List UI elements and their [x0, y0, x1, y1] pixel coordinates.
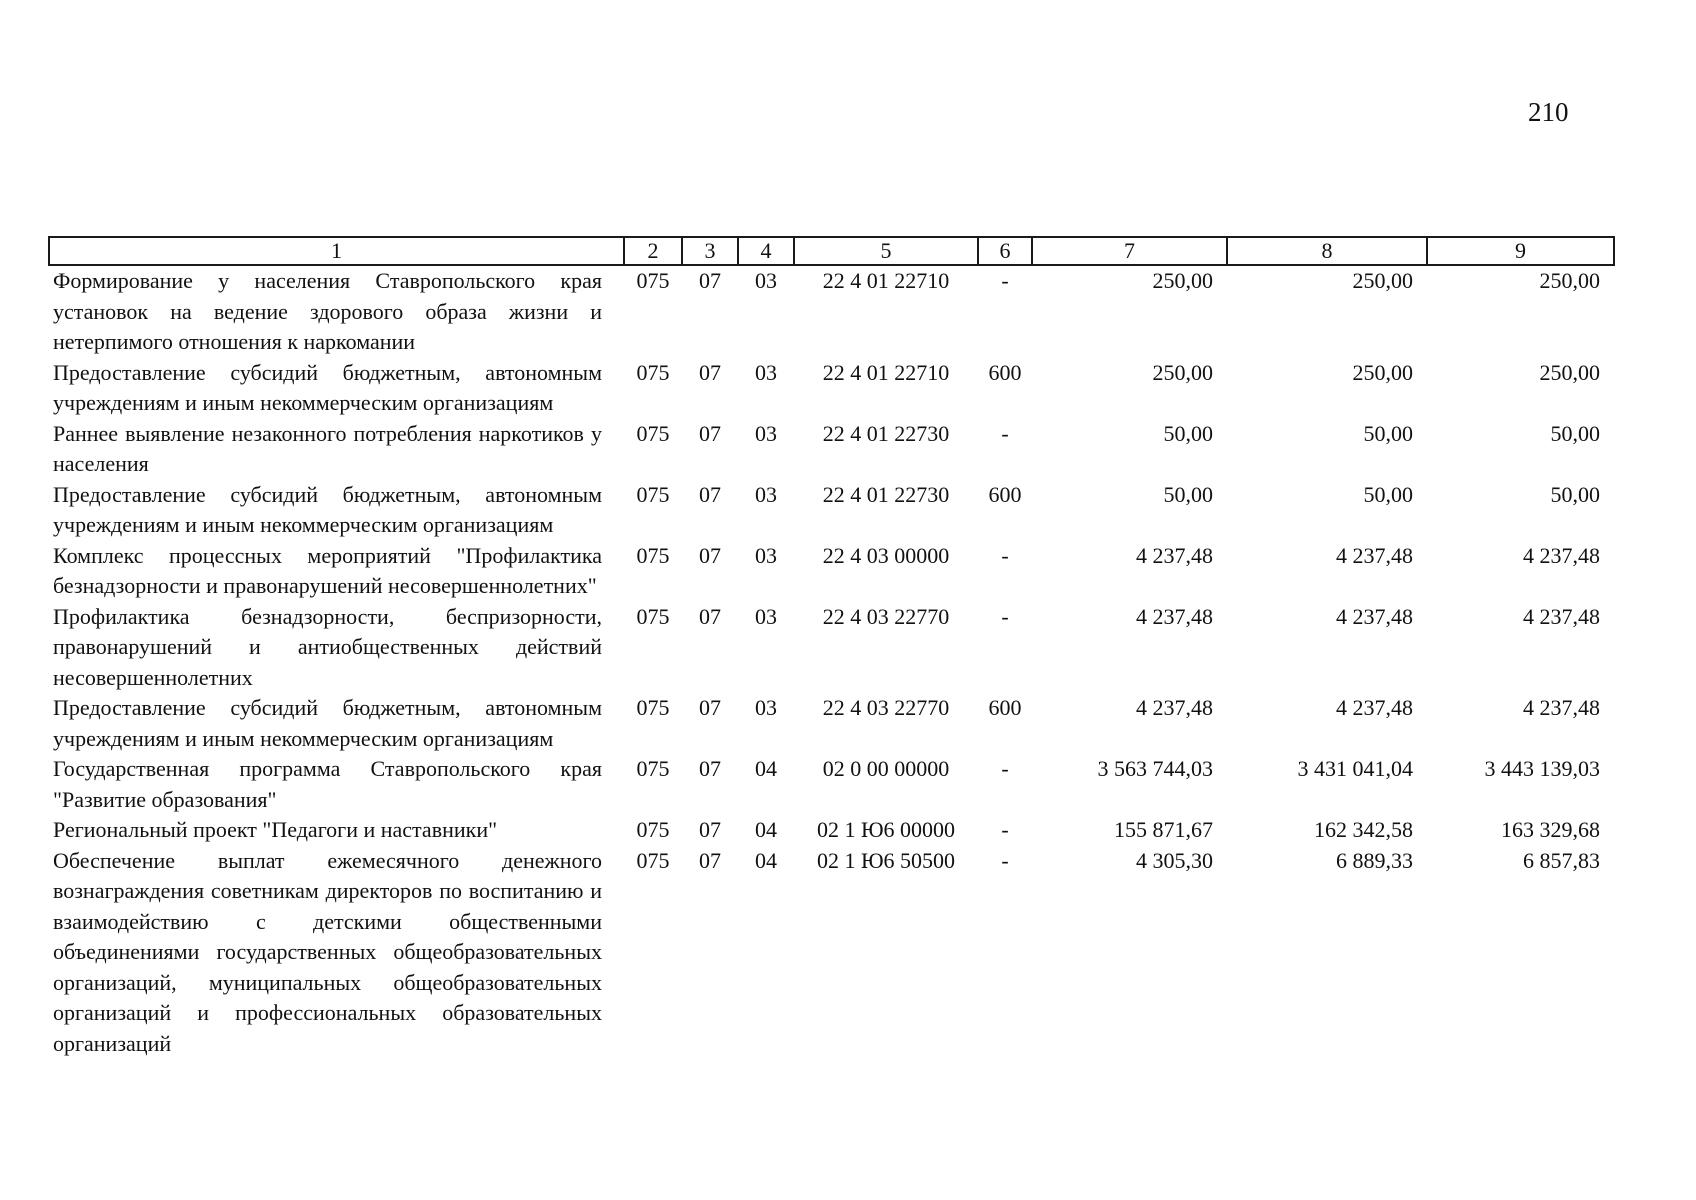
budget-table — [48, 236, 1615, 1059]
row-code-expense-type: - — [1001, 268, 1009, 293]
row-code-expense-type: - — [1001, 756, 1009, 781]
row-code-ministry: 075 — [636, 359, 670, 385]
row-code-ministry: 075 — [636, 817, 670, 842]
row-code-section: 07 — [699, 268, 721, 293]
row-amount-8: 250,00 — [1352, 359, 1413, 385]
row-code-target: 22 4 01 22710 — [822, 268, 950, 293]
row-code-section: 07 — [699, 756, 721, 781]
header-row — [49, 237, 1614, 265]
row-code-target: 02 1 Ю6 00000 — [816, 817, 956, 842]
row-code-target: 22 4 03 22770 — [822, 603, 950, 629]
row-name: Региональный проект "Педагоги и наставники" — [53, 817, 498, 842]
row-code-expense-type: 600 — [988, 695, 1022, 720]
row-amount-9: 250,00 — [1539, 268, 1600, 293]
row-amount-7: 250,00 — [1152, 268, 1213, 293]
row-amount-9: 250,00 — [1539, 359, 1600, 385]
page-number: 210 — [1528, 97, 1569, 127]
row-code-ministry: 075 — [636, 603, 670, 629]
row-code-ministry: 075 — [636, 481, 670, 507]
row-amount-8: 50,00 — [1363, 481, 1413, 507]
row-name: Профилактика безнадзорности, беспризорности, правонарушений и антиобщественных действий несовершеннолетних — [53, 603, 602, 690]
row-name: Предоставление субсидий бюджетным, автономным учреждениям и иным некоммерческим организациям — [53, 359, 602, 415]
row-amount-8: 6 889,33 — [1336, 847, 1413, 873]
column-header-3: 3 — [682, 237, 738, 265]
table-header — [49, 237, 1614, 265]
row-code-subsection: 03 — [755, 695, 777, 720]
row-amount-7: 50,00 — [1163, 420, 1213, 446]
row-code-expense-type: - — [1001, 420, 1009, 446]
row-amount-7: 155 871,67 — [1114, 817, 1213, 842]
row-code-expense-type: - — [1001, 817, 1009, 842]
row-amount-8: 250,00 — [1352, 268, 1413, 293]
row-amount-7: 4 237,48 — [1136, 603, 1213, 629]
table-row — [49, 602, 1614, 694]
table-row — [49, 754, 1614, 815]
row-code-subsection: 03 — [755, 359, 777, 385]
row-amount-9: 4 237,48 — [1523, 695, 1600, 720]
row-amount-8: 4 237,48 — [1336, 542, 1413, 568]
row-name: Предоставление субсидий бюджетным, автономным учреждениям и иным некоммерческим организациям — [53, 695, 602, 751]
row-code-subsection: 03 — [755, 268, 777, 293]
table-row — [49, 541, 1614, 602]
row-code-ministry: 075 — [636, 695, 670, 720]
row-amount-7: 4 305,30 — [1136, 847, 1213, 873]
row-code-ministry: 075 — [636, 268, 670, 293]
row-code-target: 02 1 Ю6 50500 — [816, 847, 956, 873]
row-code-section: 07 — [699, 817, 721, 842]
column-header-1: 1 — [49, 237, 624, 265]
table-row — [49, 693, 1614, 754]
row-code-section: 07 — [699, 542, 721, 568]
row-code-subsection: 04 — [755, 817, 777, 842]
row-name: Обеспечение выплат ежемесячного денежного вознаграждения советникам директоров по воспитанию и взаимодействию с детскими общественными объединениями государственных общеобразовательных организаций, муниципальных общеобразовательных организаций и профессиональных образовательных организаций — [53, 847, 602, 1056]
row-name: Предоставление субсидий бюджетным, автономным учреждениям и иным некоммерческим организациям — [53, 481, 602, 537]
table-row — [49, 358, 1614, 419]
row-amount-8: 50,00 — [1363, 420, 1413, 446]
column-header-2: 2 — [624, 237, 682, 265]
row-code-section: 07 — [699, 359, 721, 385]
row-code-target: 22 4 03 22770 — [822, 695, 950, 720]
row-amount-9: 163 329,68 — [1501, 817, 1600, 842]
row-amount-8: 162 342,58 — [1314, 817, 1413, 842]
column-header-9: 9 — [1427, 237, 1614, 265]
row-code-subsection: 03 — [755, 542, 777, 568]
row-amount-7: 50,00 — [1163, 481, 1213, 507]
row-amount-9: 4 237,48 — [1523, 603, 1600, 629]
row-amount-9: 4 237,48 — [1523, 542, 1600, 568]
table-body — [49, 265, 1614, 1059]
row-amount-9: 3 443 139,03 — [1484, 756, 1600, 781]
row-code-section: 07 — [699, 420, 721, 446]
row-code-ministry: 075 — [636, 542, 670, 568]
row-name: Раннее выявление незаконного потребления наркотиков у населения — [53, 420, 602, 476]
row-amount-9: 6 857,83 — [1523, 847, 1600, 873]
row-name: Государственная программа Ставропольского края "Развитие образования" — [53, 756, 602, 812]
row-amount-7: 4 237,48 — [1136, 542, 1213, 568]
row-code-expense-type: - — [1001, 847, 1009, 873]
row-code-subsection: 03 — [755, 481, 777, 507]
row-code-target: 22 4 03 00000 — [822, 542, 950, 568]
column-header-5: 5 — [794, 237, 978, 265]
row-code-ministry: 075 — [636, 420, 670, 446]
row-code-expense-type: - — [1001, 542, 1009, 568]
table-row — [49, 846, 1614, 1060]
column-header-6: 6 — [978, 237, 1032, 265]
column-header-7: 7 — [1032, 237, 1227, 265]
row-code-subsection: 04 — [755, 756, 777, 781]
row-code-target: 22 4 01 22730 — [822, 481, 950, 507]
row-amount-7: 250,00 — [1152, 359, 1213, 385]
row-amount-7: 4 237,48 — [1136, 695, 1213, 720]
row-code-section: 07 — [699, 695, 721, 720]
table-row — [49, 480, 1614, 541]
row-name: Комплекс процессных мероприятий "Профилактика безнадзорности и правонарушений несовершеннолетних" — [53, 542, 602, 598]
row-code-expense-type: 600 — [988, 481, 1022, 507]
row-amount-8: 4 237,48 — [1336, 695, 1413, 720]
row-code-subsection: 04 — [755, 847, 777, 873]
row-amount-9: 50,00 — [1550, 420, 1600, 446]
row-code-section: 07 — [699, 481, 721, 507]
row-code-subsection: 03 — [755, 603, 777, 629]
row-name: Формирование у населения Ставропольского края установок на ведение здорового образа жизни и нетерпимого отношения к наркомании — [53, 268, 602, 354]
row-code-target: 22 4 01 22730 — [822, 420, 950, 446]
row-code-target: 02 0 00 00000 — [822, 756, 950, 781]
table-row — [49, 265, 1614, 358]
row-amount-7: 3 563 744,03 — [1097, 756, 1213, 781]
row-code-ministry: 075 — [636, 847, 670, 873]
table-row — [49, 815, 1614, 846]
row-code-subsection: 03 — [755, 420, 777, 446]
row-code-expense-type: 600 — [988, 359, 1022, 385]
row-amount-8: 4 237,48 — [1336, 603, 1413, 629]
row-code-section: 07 — [699, 847, 721, 873]
column-header-4: 4 — [738, 237, 794, 265]
row-amount-9: 50,00 — [1550, 481, 1600, 507]
row-code-section: 07 — [699, 603, 721, 629]
row-amount-8: 3 431 041,04 — [1297, 756, 1413, 781]
row-code-expense-type: - — [1001, 603, 1009, 629]
row-code-target: 22 4 01 22710 — [822, 359, 950, 385]
table-row — [49, 419, 1614, 480]
column-header-8: 8 — [1227, 237, 1427, 265]
row-code-ministry: 075 — [636, 756, 670, 781]
